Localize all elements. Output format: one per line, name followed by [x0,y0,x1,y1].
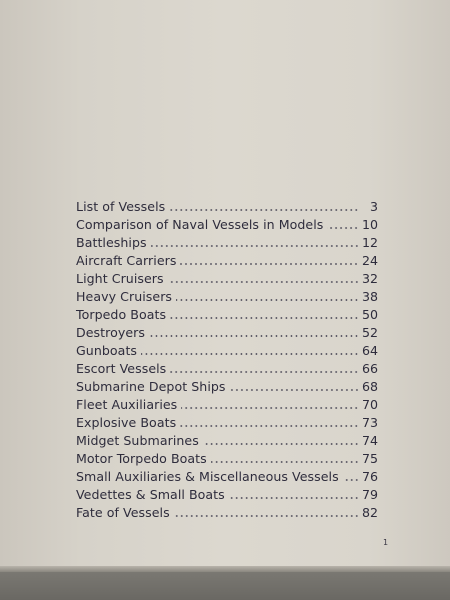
toc-entry [76,378,378,396]
toc-entry [76,342,378,360]
toc-entry [76,450,378,468]
dot-leader [180,263,359,265]
dot-leader [151,245,359,247]
toc-entry-page: 24 [361,253,378,268]
dot-leader [229,497,359,499]
dot-leader [149,335,359,337]
toc-entry [76,306,378,324]
dot-leader [230,389,359,391]
dot-leader [141,353,359,355]
dot-leader [168,281,359,283]
toc-entry-page: 64 [361,343,378,358]
table-of-contents [76,198,378,522]
dot-leader [170,317,359,319]
toc-entry [76,216,378,234]
background-surface [0,572,450,600]
dot-leader [170,371,359,373]
toc-entry [76,432,378,450]
toc-entry-page: 82 [361,505,378,520]
toc-entry [76,414,378,432]
toc-entry-title: Destroyers [76,325,145,340]
toc-entry-page: 12 [361,235,378,250]
toc-entry-title: Fleet Auxiliaries [76,397,178,412]
toc-entry-title: Torpedo Boats [76,307,167,322]
toc-entry-page: 52 [361,325,378,340]
toc-entry-title: Small Auxiliaries & Miscellaneous Vessels [76,469,339,484]
toc-entry-title: List of Vessels [76,199,166,214]
dot-leader [169,209,359,211]
dot-leader [180,425,359,427]
toc-entry-title: Fate of Vessels [76,505,170,520]
toc-entry-page: 50 [361,307,378,322]
toc-entry [76,198,378,216]
dot-leader [327,227,359,229]
toc-entry [76,486,378,504]
toc-entry-title: Midget Submarines [76,433,199,448]
toc-entry-page: 3 [369,199,378,214]
toc-entry-page: 73 [361,415,378,430]
toc-entry-title: Gunboats [76,343,138,358]
toc-entry-page: 10 [361,217,378,232]
toc-entry-page: 32 [361,271,378,286]
dot-leader [211,461,359,463]
toc-entry-title: Light Cruisers [76,271,164,286]
toc-entry [76,360,378,378]
dot-leader [343,479,359,481]
toc-entry-title: Aircraft Carriers [76,253,177,268]
toc-entry-title: Escort Vessels [76,361,167,376]
toc-entry-title: Motor Torpedo Boats [76,451,207,466]
toc-entry-title: Vedettes & Small Boats [76,487,225,502]
toc-entry-page: 75 [361,451,378,466]
toc-entry-title: Heavy Cruisers [76,289,173,304]
toc-entry-title: Submarine Depot Ships [76,379,226,394]
toc-entry-page: 66 [361,361,378,376]
toc-entry [76,270,378,288]
toc-entry [76,504,378,522]
toc-entry [76,288,378,306]
dot-leader [174,515,359,517]
toc-entry-page: 68 [361,379,378,394]
toc-entry [76,396,378,414]
toc-entry [76,252,378,270]
dot-leader [176,299,359,301]
toc-entry-title: Battleships [76,235,147,250]
toc-entry-page: 74 [361,433,378,448]
toc-entry [76,234,378,252]
page-number: 1 [383,538,389,547]
toc-entry-title: Explosive Boats [76,415,177,430]
toc-entry-page: 79 [361,487,378,502]
toc-entry-page: 38 [361,289,378,304]
toc-entry [76,468,378,486]
toc-entry-page: 76 [361,469,378,484]
toc-entry [76,324,378,342]
dot-leader [203,443,359,445]
toc-entry-title: Comparison of Naval Vessels in Models [76,217,324,232]
dot-leader [181,407,359,409]
toc-entry-page: 70 [361,397,378,412]
